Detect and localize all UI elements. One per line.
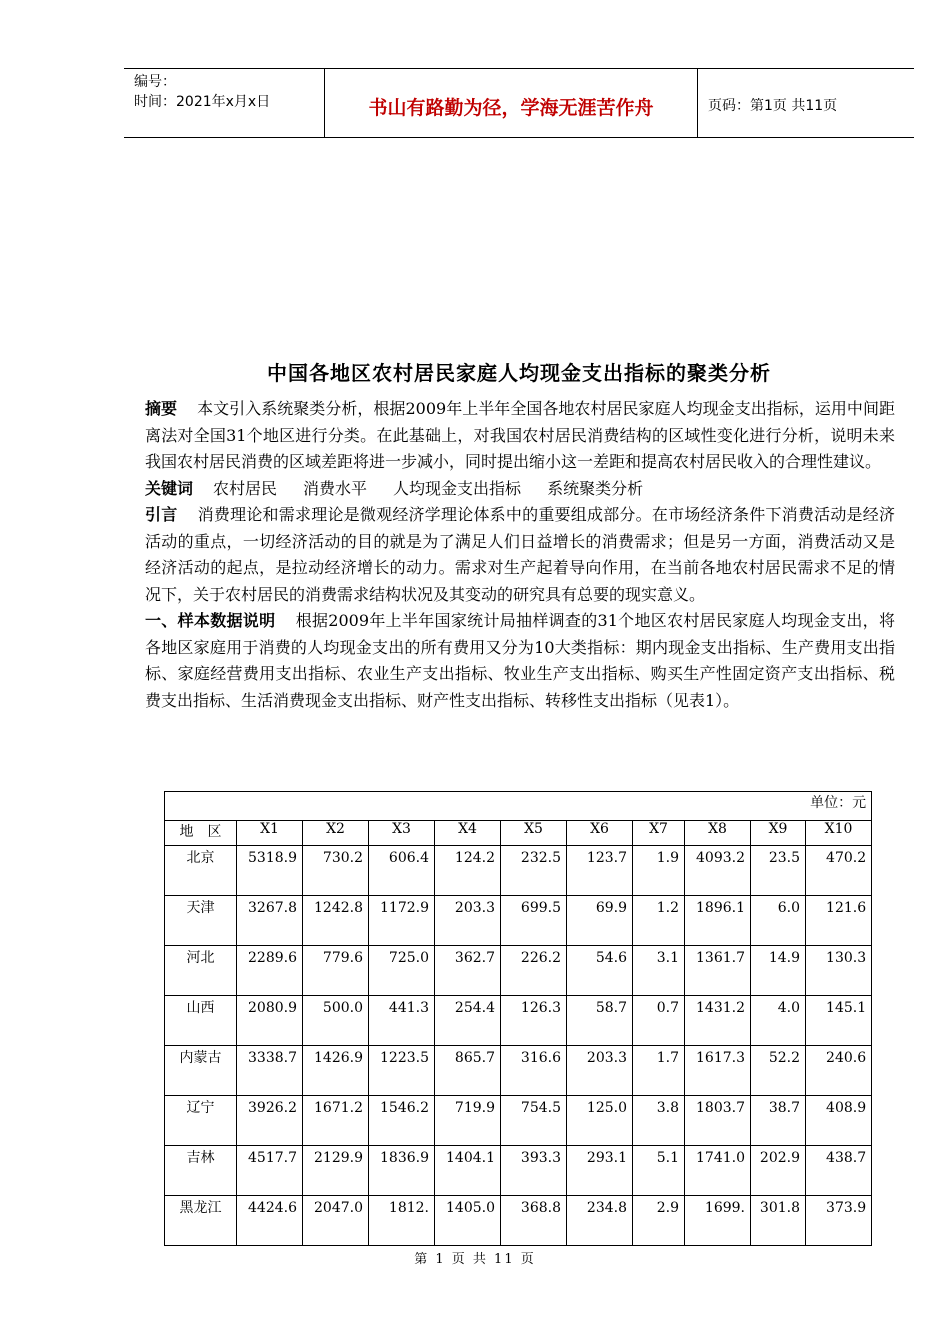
value-cell: 1803.7 bbox=[685, 1096, 751, 1146]
value-cell: 203.3 bbox=[435, 896, 501, 946]
value-cell: 1812. bbox=[369, 1196, 435, 1246]
table-header-row bbox=[165, 821, 872, 846]
region-cell: 辽宁 bbox=[165, 1096, 237, 1146]
value-cell: 725.0 bbox=[369, 946, 435, 996]
value-cell: 226.2 bbox=[501, 946, 567, 996]
value-cell: 4093.2 bbox=[685, 846, 751, 896]
value-cell: 38.7 bbox=[751, 1096, 806, 1146]
keywords-label: 关键词 bbox=[145, 478, 194, 498]
value-cell: 1172.9 bbox=[369, 896, 435, 946]
value-cell: 5318.9 bbox=[237, 846, 303, 896]
keyword-item: 人均现金支出指标 bbox=[393, 478, 522, 498]
value-cell: 1671.2 bbox=[303, 1096, 369, 1146]
table-header-cell: X8 bbox=[685, 821, 751, 846]
table-row bbox=[165, 946, 872, 996]
value-cell: 123.7 bbox=[567, 846, 633, 896]
keywords-paragraph bbox=[145, 476, 895, 503]
intro-paragraph bbox=[145, 502, 895, 608]
value-cell: 393.3 bbox=[501, 1146, 567, 1196]
value-cell: 4.0 bbox=[751, 996, 806, 1046]
abstract-paragraph bbox=[145, 396, 895, 476]
value-cell: 2289.6 bbox=[237, 946, 303, 996]
value-cell: 130.3 bbox=[806, 946, 872, 996]
value-cell: 3926.2 bbox=[237, 1096, 303, 1146]
value-cell: 779.6 bbox=[303, 946, 369, 996]
value-cell: 234.8 bbox=[567, 1196, 633, 1246]
page-footer: 第 1 页 共 11 页 bbox=[414, 1252, 536, 1267]
table-row bbox=[165, 1096, 872, 1146]
value-cell: 52.2 bbox=[751, 1046, 806, 1096]
value-cell: 23.5 bbox=[751, 846, 806, 896]
value-cell: 2080.9 bbox=[237, 996, 303, 1046]
value-cell: 125.0 bbox=[567, 1096, 633, 1146]
value-cell: 2047.0 bbox=[303, 1196, 369, 1246]
value-cell: 1242.8 bbox=[303, 896, 369, 946]
table-header-cell: X5 bbox=[501, 821, 567, 846]
value-cell: 54.6 bbox=[567, 946, 633, 996]
section1-paragraph bbox=[145, 608, 895, 714]
table-header-cell: X1 bbox=[237, 821, 303, 846]
value-cell: 126.3 bbox=[501, 996, 567, 1046]
value-cell: 500.0 bbox=[303, 996, 369, 1046]
value-cell: 754.5 bbox=[501, 1096, 567, 1146]
value-cell: 3.8 bbox=[633, 1096, 685, 1146]
value-cell: 1404.1 bbox=[435, 1146, 501, 1196]
value-cell: 232.5 bbox=[501, 846, 567, 896]
table-header-cell: 地 区 bbox=[165, 821, 237, 846]
value-cell: 240.6 bbox=[806, 1046, 872, 1096]
header-meta-cell bbox=[124, 69, 325, 137]
region-cell: 内蒙古 bbox=[165, 1046, 237, 1096]
value-cell: 3267.8 bbox=[237, 896, 303, 946]
value-cell: 3338.7 bbox=[237, 1046, 303, 1096]
abstract-label: 摘要 bbox=[145, 399, 178, 418]
value-cell: 438.7 bbox=[806, 1146, 872, 1196]
data-table bbox=[164, 791, 872, 1246]
table-row bbox=[165, 896, 872, 946]
value-cell: 699.5 bbox=[501, 896, 567, 946]
value-cell: 719.9 bbox=[435, 1096, 501, 1146]
value-cell: 470.2 bbox=[806, 846, 872, 896]
value-cell: 6.0 bbox=[751, 896, 806, 946]
section1-heading: 一、样本数据说明 bbox=[145, 611, 276, 630]
table-unit-label: 单位：元 bbox=[165, 792, 872, 821]
document-header bbox=[124, 68, 914, 138]
table-header-cell: X2 bbox=[303, 821, 369, 846]
value-cell: 730.2 bbox=[303, 846, 369, 896]
value-cell: 1223.5 bbox=[369, 1046, 435, 1096]
value-cell: 1.9 bbox=[633, 846, 685, 896]
value-cell: 1741.0 bbox=[685, 1146, 751, 1196]
region-cell: 河北 bbox=[165, 946, 237, 996]
value-cell: 1.2 bbox=[633, 896, 685, 946]
value-cell: 362.7 bbox=[435, 946, 501, 996]
table-row bbox=[165, 1146, 872, 1196]
value-cell: 5.1 bbox=[633, 1146, 685, 1196]
table-header-cell: X3 bbox=[369, 821, 435, 846]
table-row bbox=[165, 846, 872, 896]
value-cell: 373.9 bbox=[806, 1196, 872, 1246]
value-cell: 1836.9 bbox=[369, 1146, 435, 1196]
value-cell: 58.7 bbox=[567, 996, 633, 1046]
keyword-item: 农村居民 bbox=[213, 478, 278, 498]
header-motto-cell bbox=[325, 69, 698, 137]
header-motto: 书山有路勤为径，学海无涯苦作舟 bbox=[368, 97, 654, 119]
document-title: 中国各地区农村居民家庭人均现金支出指标的聚类分析 bbox=[267, 361, 771, 385]
keyword-item: 消费水平 bbox=[303, 478, 368, 498]
value-cell: 203.3 bbox=[567, 1046, 633, 1096]
table-row bbox=[165, 1046, 872, 1096]
section1-text: 根据2009年上半年国家统计局抽样调查的31个地区农村居民家庭人均现金支出，将各地区家庭用于消费的人均现金支出的所有费用又分为10大类指标：期内现金支出指标、生产费用支出指标、家庭经营费用支出指标、农业生产支出指标、牧业生产支出指标、购买生产性固定资产支出指标、税费支出指标、生活消费现金支出指标、财产性支出指标、转移性支出指标（见表1）。 bbox=[145, 611, 895, 710]
header-page-info: 页码：第1页 共11页 bbox=[708, 98, 838, 114]
region-cell: 天津 bbox=[165, 896, 237, 946]
value-cell: 1431.2 bbox=[685, 996, 751, 1046]
value-cell: 1426.9 bbox=[303, 1046, 369, 1096]
value-cell: 124.2 bbox=[435, 846, 501, 896]
header-page-cell bbox=[698, 69, 914, 137]
region-cell: 黑龙江 bbox=[165, 1196, 237, 1246]
table-header-cell: X10 bbox=[806, 821, 872, 846]
value-cell: 2.9 bbox=[633, 1196, 685, 1246]
value-cell: 202.9 bbox=[751, 1146, 806, 1196]
value-cell: 0.7 bbox=[633, 996, 685, 1046]
table-header-cell: X4 bbox=[435, 821, 501, 846]
abstract-text: 本文引入系统聚类分析，根据2009年上半年全国各地农村居民家庭人均现金支出指标，运用中间距离法对全国31个地区进行分类。在此基础上，对我国农村居民消费结构的区域性变化进行分析，说明未来我国农村居民消费的区域差距将进一步减小，同时提出缩小这一差距和提高农村居民收入的合理性建议。 bbox=[145, 399, 895, 471]
value-cell: 301.8 bbox=[751, 1196, 806, 1246]
value-cell: 14.9 bbox=[751, 946, 806, 996]
value-cell: 1617.3 bbox=[685, 1046, 751, 1096]
value-cell: 121.6 bbox=[806, 896, 872, 946]
value-cell: 254.4 bbox=[435, 996, 501, 1046]
table-row bbox=[165, 996, 872, 1046]
value-cell: 4517.7 bbox=[237, 1146, 303, 1196]
value-cell: 1405.0 bbox=[435, 1196, 501, 1246]
value-cell: 865.7 bbox=[435, 1046, 501, 1096]
value-cell: 2129.9 bbox=[303, 1146, 369, 1196]
value-cell: 69.9 bbox=[567, 896, 633, 946]
value-cell: 368.8 bbox=[501, 1196, 567, 1246]
value-cell: 3.1 bbox=[633, 946, 685, 996]
value-cell: 1.7 bbox=[633, 1046, 685, 1096]
value-cell: 1699. bbox=[685, 1196, 751, 1246]
intro-text: 消费理论和需求理论是微观经济学理论体系中的重要组成部分。在市场经济条件下消费活动是经济活动的重点，一切经济活动的目的就是为了满足人们日益增长的消费需求；但是另一方面，消费活动又是经济活动的起点，是拉动经济增长的动力。需求对生产起着导向作用，在当前各地农村居民需求不足的情况下，关于农村居民的消费需求结构状况及其变动的研究具有总要的现实意义。 bbox=[145, 505, 895, 604]
table-row bbox=[165, 1196, 872, 1246]
value-cell: 441.3 bbox=[369, 996, 435, 1046]
region-cell: 山西 bbox=[165, 996, 237, 1046]
keyword-item: 系统聚类分析 bbox=[547, 478, 644, 498]
value-cell: 145.1 bbox=[806, 996, 872, 1046]
value-cell: 1361.7 bbox=[685, 946, 751, 996]
region-cell: 北京 bbox=[165, 846, 237, 896]
value-cell: 4424.6 bbox=[237, 1196, 303, 1246]
region-cell: 吉林 bbox=[165, 1146, 237, 1196]
table-unit-row bbox=[165, 792, 872, 821]
value-cell: 1896.1 bbox=[685, 896, 751, 946]
document-body bbox=[145, 396, 895, 714]
value-cell: 316.6 bbox=[501, 1046, 567, 1096]
document-time-label: 时间：2021年x月x日 bbox=[134, 94, 271, 110]
value-cell: 606.4 bbox=[369, 846, 435, 896]
value-cell: 293.1 bbox=[567, 1146, 633, 1196]
table-header-cell: X9 bbox=[751, 821, 806, 846]
table-header-cell: X7 bbox=[633, 821, 685, 846]
value-cell: 1546.2 bbox=[369, 1096, 435, 1146]
table-header-cell: X6 bbox=[567, 821, 633, 846]
intro-label: 引言 bbox=[145, 505, 178, 524]
value-cell: 408.9 bbox=[806, 1096, 872, 1146]
document-number-label: 编号： bbox=[134, 74, 176, 90]
